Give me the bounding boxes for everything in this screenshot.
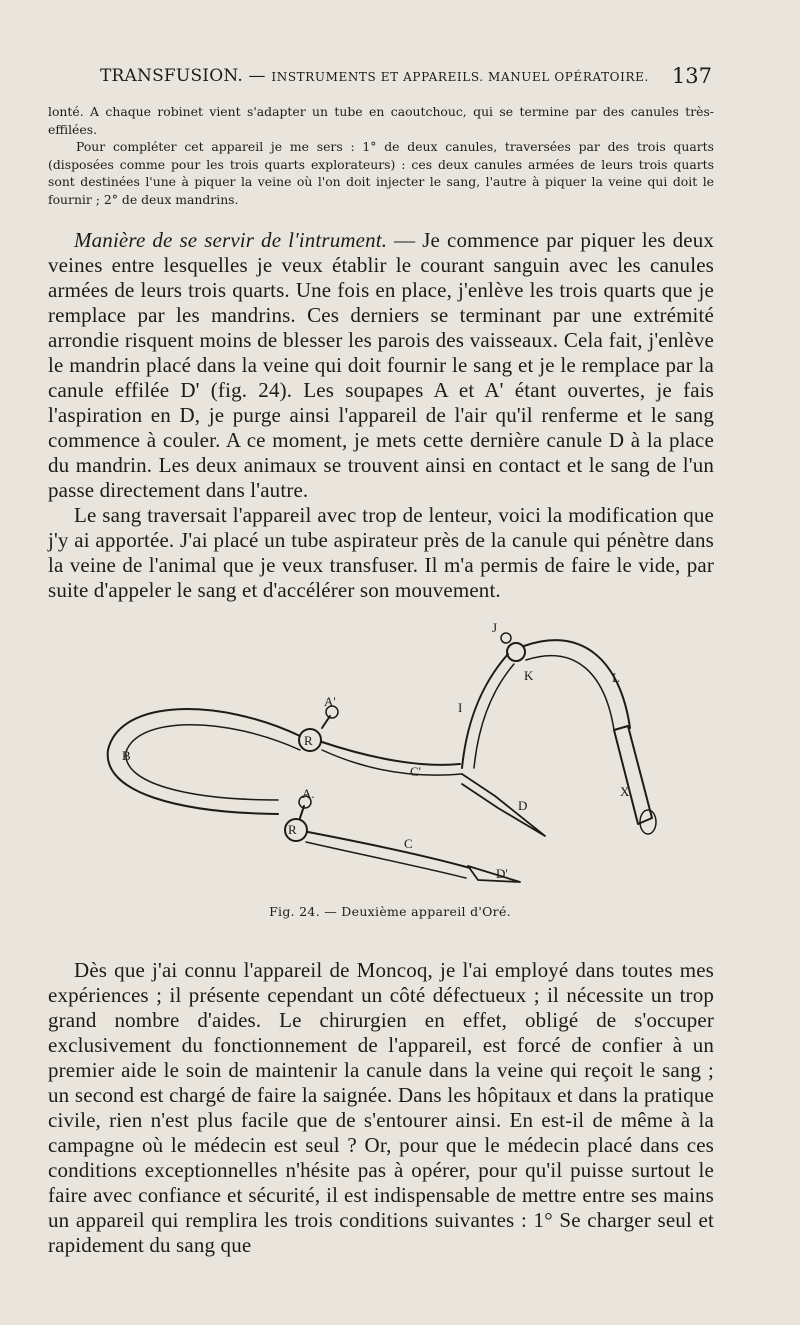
- figure-caption: Fig. 24. — Deuxième appareil d'Oré.: [269, 904, 511, 919]
- fig-label-l: L: [612, 670, 620, 685]
- running-head-title: TRANSFUSION.: [100, 66, 243, 86]
- handle-x: [614, 726, 652, 824]
- tube-l-inner: [526, 656, 614, 730]
- fig-label-r-top: R: [304, 733, 313, 748]
- section-heading: Manière de se servir de l'intrument.: [74, 228, 388, 252]
- running-head-dash: —: [242, 66, 272, 86]
- fig-label-d: D: [518, 798, 528, 813]
- page-number: 137: [671, 64, 712, 88]
- main-text-lower: [48, 958, 714, 1258]
- fig-label-a: A.: [302, 786, 315, 801]
- paragraph-1: [48, 228, 714, 503]
- tube-i-inner: [474, 664, 514, 768]
- fig-label-d-prime: D': [496, 866, 508, 881]
- tube-i: [462, 654, 508, 768]
- note-paragraph-2: Pour compléter cet appareil je me sers : 1° de deux canules, traversées par des trois quarts (disposées comme pour les trois quarts explorateurs) : ces deux canules armées de leurs trois quarts sont destinées l'une à piquer la veine où l'on doit injecter le sang, l'autre à piquer la veine qui doit le fournir ; 2° de deux mandrins.: [48, 139, 714, 207]
- fig-label-c: C: [404, 836, 413, 851]
- paragraph-2: Le sang traversait l'appareil avec trop de lenteur, voici la modification que j'y ai apportée. J'ai placé un tube aspirateur près de la canule qui pénètre dans la veine de l'animal que je veux transfuser. Il m'a permis de faire le vide, par suite d'appeler le sang et d'accélérer son mouvement.: [48, 503, 714, 602]
- fig-label-r-bottom: R: [288, 822, 297, 837]
- paragraph-1-text: — Je commence par piquer les deux veines entre lesquelles je veux établir le courant sanguin avec les canules armées de leurs trois quarts. Une fois en place, j'enlève les trois quarts que je remplace par les mandrins. Ces derniers se terminant par une extrémité arrondie risquent moins de blesser les parois des vaisseaux. Cela fait, j'enlève le mandrin placé dans la veine qui doit fournir le sang et je le remplace par la canule effilée D' (fig. 24). Les soupapes A et A' étant ouvertes, je fais l'aspiration en D, je purge ainsi l'appareil de l'air qu'il renferme et le sang commence à couler. A ce moment, je mets cette dernière canule D à la place du mandrin. Les deux animaux se trouvent ainsi en contact et le sang de l'un passe directement dans l'autre.: [48, 228, 714, 502]
- fig-label-i: I: [458, 700, 463, 715]
- fig-label-k: K: [524, 668, 534, 683]
- fig-label-a-prime: A': [324, 694, 336, 709]
- tube-c-prime: [322, 742, 460, 765]
- tube-c-prime-inner: [322, 750, 462, 775]
- cannula-d-prime: [468, 866, 520, 882]
- apparatus-illustration: [100, 618, 680, 898]
- paragraph-3: Dès que j'ai connu l'appareil de Moncoq, je l'ai employé dans toutes mes expériences ; il présente cependant un côté défectueux ; il nécessite un trop grand nombre d'aides. Le chirurgien en effet, obligé de s'occuper exclusivement du fonctionnement de l'appareil, est forcé de confier à un premier aide le soin de maintenir la canule dans la veine qui reçoit le sang ; un second est chargé de faire la saignée. Dans les hôpitaux et dans la pratique civile, rien n'est plus facile que de s'entourer ainsi. En est-il de même à la campagne où le médecin est seul ? Or, pour que le médecin placé dans ces conditions exceptionnelles n'hésite pas à opérer, pour qu'il puisse surtout le faire avec confiance et sécurité, il est indispensable de mettre entre ses mains un appareil qui remplira les trois conditions suivantes : 1° Se charger seul et rapidement du sang que: [48, 958, 714, 1257]
- tube-b-inner: [126, 725, 300, 800]
- footnote-block: [48, 103, 714, 208]
- faucet-j-knob: [501, 633, 511, 643]
- fig-label-c-prime: C': [410, 764, 422, 779]
- note-paragraph-1: lonté. A chaque robinet vient s'adapter un tube en caoutchouc, qui se termine par des canules très-effilées.: [48, 104, 714, 137]
- faucet-j: [507, 643, 525, 661]
- fig-label-j: J: [492, 620, 498, 635]
- main-text-upper: [48, 228, 714, 603]
- running-head-subtitle: INSTRUMENTS ET APPAREILS. MANUEL OPÉRATOIRE.: [271, 70, 649, 84]
- fig-label-b: B: [122, 748, 131, 763]
- cannula-d: [462, 774, 545, 836]
- fig-label-x: X: [620, 784, 630, 799]
- tube-c: [308, 832, 470, 868]
- figure-24: [100, 618, 680, 918]
- running-head: [100, 66, 712, 86]
